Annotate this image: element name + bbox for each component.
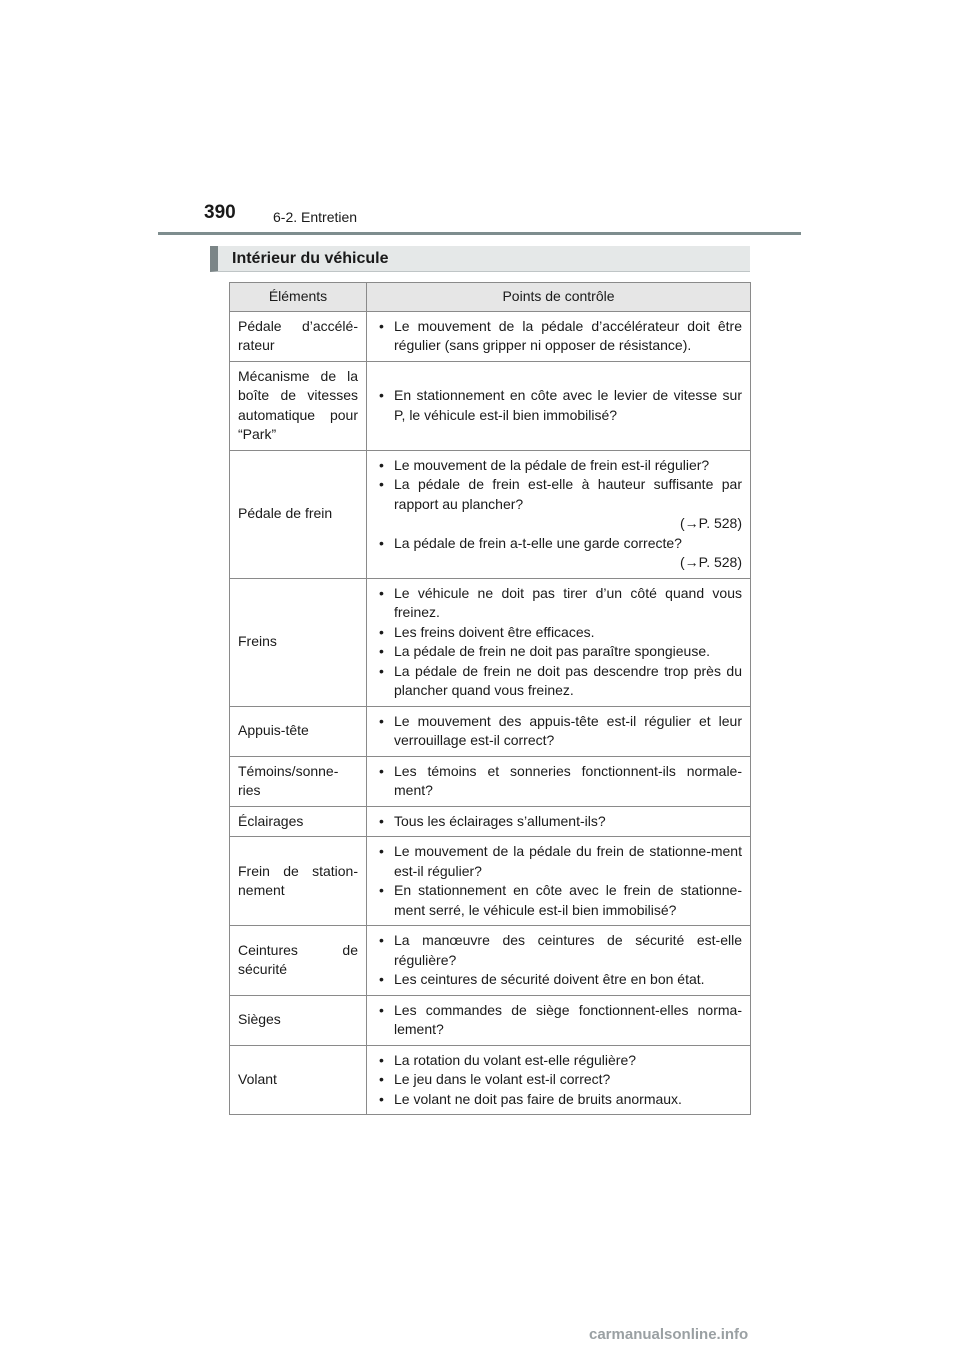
checkpoint-list <box>375 386 742 425</box>
checkpoint-list <box>375 712 742 751</box>
column-header-items: Éléments <box>230 283 367 312</box>
item-cell: Freins <box>230 578 367 706</box>
table-row <box>230 806 751 837</box>
page-reference[interactable]: (→P. 528) <box>680 515 742 531</box>
checkpoint-text: Le jeu dans le volant est-il correct? <box>394 1071 611 1087</box>
checkpoint-text: Le mouvement de la pédale d’accélérateur doit être régulier (sans gripper ni opposer de résistance). <box>394 317 742 353</box>
checkpoints-cell <box>367 837 751 926</box>
page-reference[interactable]: (→P. 528) <box>680 554 742 570</box>
checkpoint-text: La manœuvre des ceintures de sécurité est-elle régulière? <box>394 932 742 968</box>
checkpoint-text: La pédale de frein a-t-elle une garde correcte? <box>394 534 682 551</box>
checkpoint-text: Le véhicule ne doit pas tirer d’un côté quand vous freinez. <box>394 584 742 620</box>
item-cell: Sièges <box>230 995 367 1045</box>
header-rule <box>158 232 801 235</box>
page-number: 390 <box>204 202 236 223</box>
checkpoint-item <box>375 931 742 970</box>
checkpoint-item <box>375 970 742 990</box>
table-row <box>230 578 751 706</box>
checkpoint-list <box>375 812 742 832</box>
checkpoint-item <box>375 623 742 643</box>
checkpoints-cell <box>367 995 751 1045</box>
table-row <box>230 361 751 450</box>
item-cell: Appuis-tête <box>230 706 367 756</box>
section-bar <box>210 246 750 272</box>
checkpoint-text: Tous les éclairages s’allument-ils? <box>394 812 606 829</box>
table-header-row <box>230 283 751 312</box>
checkpoints-cell <box>367 756 751 806</box>
checkpoint-text: Les freins doivent être efficaces. <box>394 623 595 640</box>
checkpoint-item <box>375 642 742 662</box>
checkpoint-list <box>375 1001 742 1040</box>
inspection-table <box>229 282 751 1115</box>
item-cell: Frein de station-nement <box>230 837 367 926</box>
checkpoint-text: Le volant ne doit pas faire de bruits anormaux. <box>394 1090 682 1107</box>
checkpoint-text: La pédale de frein est-elle à hauteur suffisante par rapport au plancher? <box>394 476 742 512</box>
table-row <box>230 837 751 926</box>
table-body <box>230 311 751 1115</box>
checkpoint-text: Le mouvement des appuis-tête est-il régulier et leur verrouillage est-il correct? <box>394 712 742 748</box>
checkpoints-cell <box>367 361 751 450</box>
checkpoint-list <box>375 1051 742 1110</box>
table-row <box>230 311 751 361</box>
checkpoint-item <box>375 1090 742 1110</box>
checkpoint-item <box>375 1051 742 1071</box>
checkpoints-cell <box>367 926 751 996</box>
checkpoint-text: La pédale de frein ne doit pas descendre trop près du plancher quand vous freinez. <box>394 662 742 698</box>
checkpoint-text: Le mouvement de la pédale de frein est-il régulier? <box>394 456 710 473</box>
checkpoints-cell <box>367 706 751 756</box>
checkpoint-list <box>375 842 742 920</box>
checkpoint-item <box>375 662 742 701</box>
checkpoint-item <box>375 317 742 356</box>
checkpoint-item <box>375 456 742 476</box>
checkpoint-item <box>375 1070 742 1090</box>
item-cell: Témoins/sonne-ries <box>230 756 367 806</box>
checkpoint-item <box>375 386 742 425</box>
checkpoint-item <box>375 1001 742 1040</box>
checkpoint-item <box>375 881 742 920</box>
chapter-heading: 6-2. Entretien <box>273 209 358 225</box>
checkpoint-item <box>375 475 742 534</box>
item-cell: Mécanisme de la boîte de vitesses automatique pour “Park” <box>230 361 367 450</box>
checkpoint-text: Les commandes de siège fonctionnent-elles norma-lement? <box>394 1001 742 1037</box>
item-cell: Ceintures de sécurité <box>230 926 367 996</box>
item-cell: Pédale de frein <box>230 450 367 578</box>
checkpoint-text: Les ceintures de sécurité doivent être en bon état. <box>394 971 705 987</box>
checkpoints-cell <box>367 450 751 578</box>
checkpoint-text: Les témoins et sonneries fonctionnent-ils normale-ment? <box>394 762 742 798</box>
checkpoints-cell <box>367 1045 751 1115</box>
column-header-checkpoints: Points de contrôle <box>367 283 751 312</box>
checkpoint-item <box>375 762 742 801</box>
item-cell: Pédale d’accélé-rateur <box>230 311 367 361</box>
checkpoint-text: Le mouvement de la pédale du frein de stationne-ment est-il régulier? <box>394 843 742 879</box>
checkpoint-list <box>375 317 742 356</box>
table-row <box>230 926 751 996</box>
checkpoint-item <box>375 842 742 881</box>
checkpoint-text: La rotation du volant est-elle régulière? <box>394 1051 637 1068</box>
checkpoints-cell <box>367 806 751 837</box>
checkpoints-cell <box>367 578 751 706</box>
item-cell: Volant <box>230 1045 367 1115</box>
table-row <box>230 1045 751 1115</box>
checkpoint-item <box>375 812 742 832</box>
checkpoint-list <box>375 456 742 573</box>
checkpoint-text: La pédale de frein ne doit pas paraître spongieuse. <box>394 643 711 659</box>
checkpoint-item <box>375 712 742 751</box>
section-title: Intérieur du véhicule <box>232 250 389 267</box>
item-cell: Éclairages <box>230 806 367 837</box>
table-row <box>230 995 751 1045</box>
checkpoints-cell <box>367 311 751 361</box>
watermark: carmanualsonline.info <box>589 1326 749 1343</box>
checkpoint-text: En stationnement en côte avec le levier de vitesse sur P, le véhicule est-il bien immobilisé? <box>394 387 742 423</box>
checkpoint-item <box>375 534 742 573</box>
table-row <box>230 450 751 578</box>
table-row <box>230 706 751 756</box>
checkpoint-text: En stationnement en côte avec le frein de stationne-ment serré, le véhicule est-il bien immobilisé? <box>394 882 742 918</box>
checkpoint-list <box>375 584 742 701</box>
table-row <box>230 756 751 806</box>
checkpoint-list <box>375 762 742 801</box>
checkpoint-item <box>375 584 742 623</box>
checkpoint-list <box>375 931 742 990</box>
